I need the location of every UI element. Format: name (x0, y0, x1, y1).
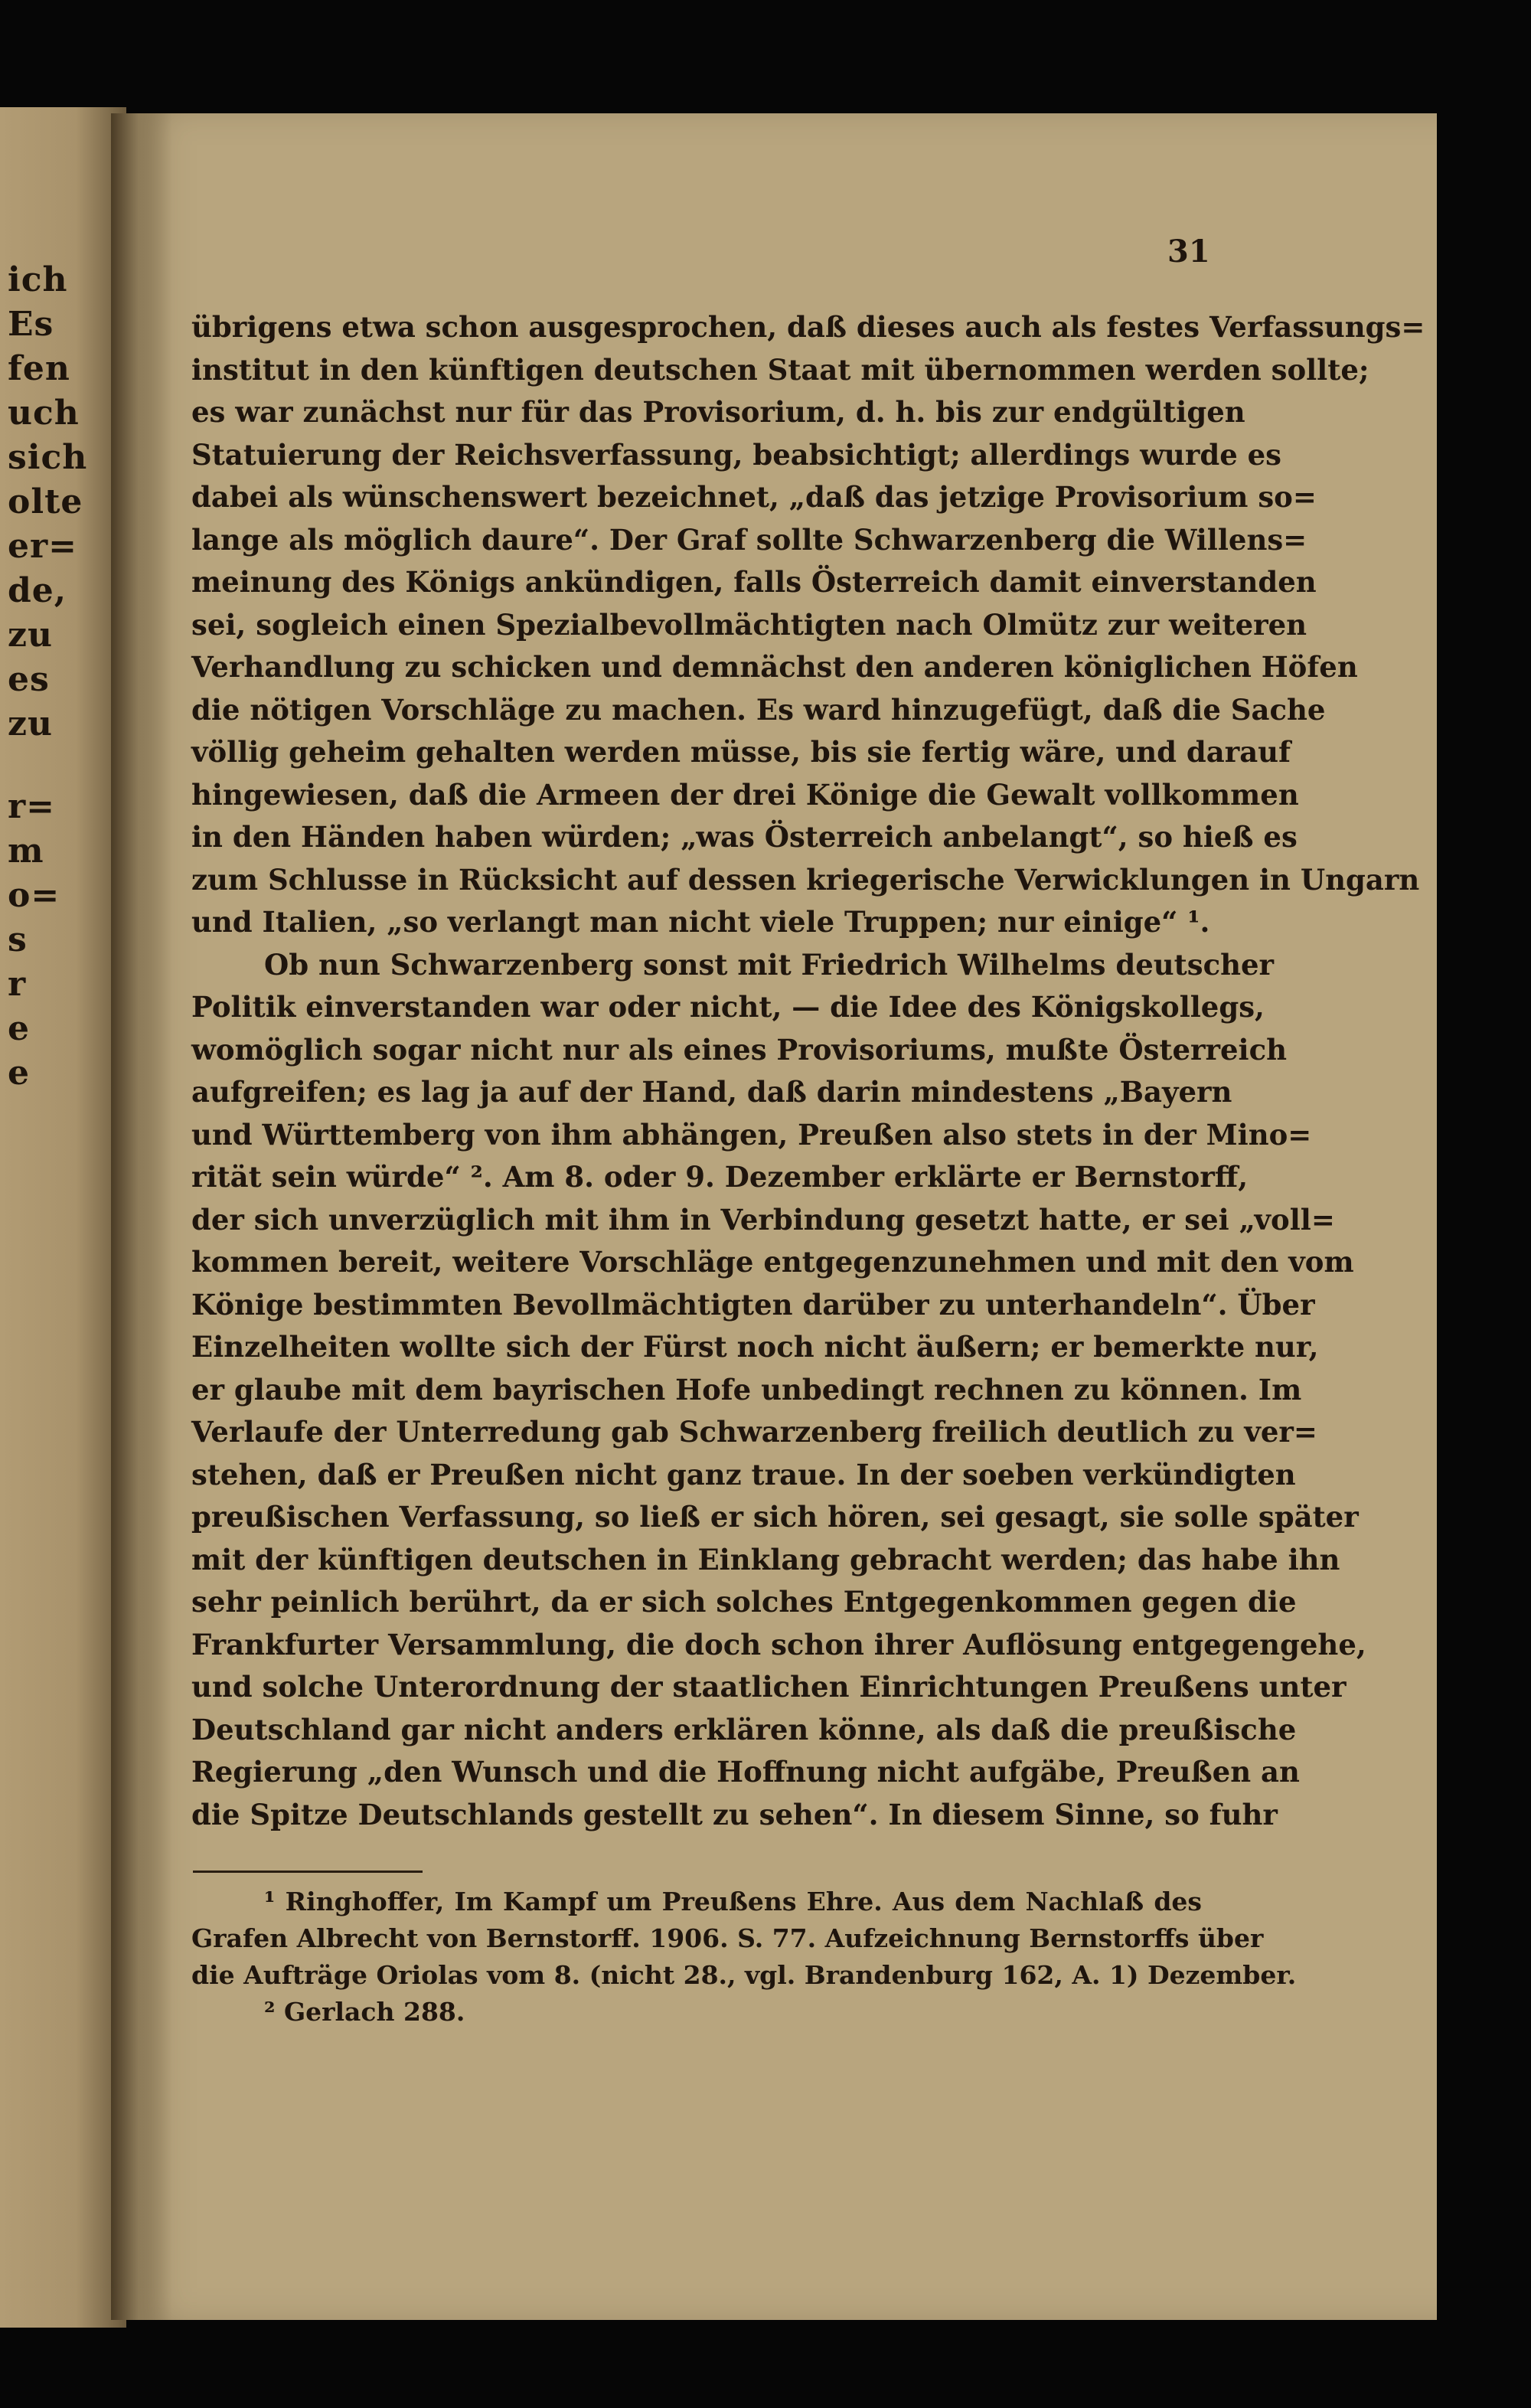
left-page-fragment: es (8, 660, 50, 699)
text-line: kommen bereit, weitere Vorschläge entgegenzunehmen und mit den vom (191, 1245, 1354, 1279)
text-line: dabei als wünschenswert bezeichnet, „daß das jetzige Provisorium so= (191, 480, 1317, 514)
body-text (191, 306, 1425, 1836)
page-number: 31 (1167, 234, 1210, 270)
left-page-fragment: de, (8, 571, 67, 610)
text-line: der sich unverzüglich mit ihm in Verbindung gesetzt hatte, er sei „voll= (191, 1202, 1335, 1237)
left-page-fragment: zu (8, 616, 53, 655)
text-line: Einzelheiten wollte sich der Fürst noch nicht äußern; er bemerkte nur, (191, 1330, 1319, 1364)
text-line: ¹ Ringhoffer, Im Kampf um Preußens Ehre. Aus dem Nachlaß des (264, 1887, 1202, 1916)
text-line: stehen, daß er Preußen nicht ganz traue. In der soeben verkündigten (191, 1457, 1296, 1492)
left-page-fragment: e (8, 1009, 30, 1048)
text-line: die nötigen Vorschläge zu machen. Es ward hinzugefügt, daß die Sache (191, 692, 1326, 727)
text-line: sei, sogleich einen Spezialbevollmächtigten nach Olmütz zur weiteren (191, 607, 1307, 642)
text-line: Verhandlung zu schicken und demnächst den anderen königlichen Höfen (191, 650, 1358, 684)
left-page-fragment: sich (8, 438, 88, 477)
text-line: Regierung „den Wunsch und die Hoffnung nicht aufgäbe, Preußen an (191, 1755, 1300, 1789)
footnotes (191, 1884, 1297, 2031)
footnote-rule (193, 1871, 423, 1873)
text-line: lange als möglich daure“. Der Graf sollte Schwarzenberg die Willens= (191, 522, 1307, 557)
left-page-edge (0, 107, 126, 2328)
text-line: Statuierung der Reichsverfassung, beabsichtigt; allerdings wurde es (191, 437, 1281, 472)
left-page-fragment: fen (8, 349, 70, 388)
left-page-fragment: m (8, 832, 44, 871)
text-line: er glaube mit dem bayrischen Hofe unbedingt rechnen zu können. Im (191, 1372, 1302, 1407)
text-line: Könige bestimmten Bevollmächtigten darüber zu unterhandeln“. Über (191, 1287, 1315, 1322)
left-page-fragment: Es (8, 305, 54, 344)
text-line: institut in den künftigen deutschen Staat mit übernommen werden sollte; (191, 352, 1369, 387)
left-page-fragment: ich (8, 260, 68, 299)
text-line: meinung des Königs ankündigen, falls Österreich damit einverstanden (191, 565, 1317, 599)
text-line: es war zunächst nur für das Provisorium, d. h. bis zur endgültigen (191, 395, 1245, 429)
left-page-fragment: uch (8, 394, 80, 433)
text-line: Verlaufe der Unterredung gab Schwarzenberg freilich deutlich zu ver= (191, 1415, 1317, 1449)
text-line: Grafen Albrecht von Bernstorff. 1906. S. 77. Aufzeichnung Bernstorffs über (191, 1923, 1264, 1953)
text-line: ² Gerlach 288. (264, 1997, 465, 2027)
left-page-fragment: r= (8, 787, 56, 826)
text-line: Deutschland gar nicht anders erklären könne, als daß die preußische (191, 1712, 1297, 1746)
text-line: aufgreifen; es lag ja auf der Hand, daß darin mindestens „Bayern (191, 1075, 1232, 1109)
page-gutter-shadow (111, 113, 172, 2320)
text-line: sehr peinlich berührt, da er sich solches Entgegenkommen gegen die (191, 1585, 1297, 1619)
text-line: völlig geheim gehalten werden müsse, bis sie fertig wäre, und darauf (191, 735, 1291, 769)
left-page-fragment: olte (8, 482, 83, 521)
text-line: mit der künftigen deutschen in Einklang gebracht werden; das habe ihn (191, 1542, 1340, 1576)
left-page-fragment: e (8, 1054, 30, 1093)
text-line: hingewiesen, daß die Armeen der drei Könige die Gewalt vollkommen (191, 777, 1299, 812)
text-line: Ob nun Schwarzenberg sonst mit Friedrich Wilhelms deutscher (264, 947, 1275, 982)
left-page-fragment: er= (8, 527, 78, 566)
left-page-fragment: zu (8, 704, 53, 743)
text-line: zum Schlusse in Rücksicht auf dessen kriegerische Verwicklungen in Ungarn (191, 862, 1420, 897)
text-line: in den Händen haben würden; „was Österreich anbelangt“, so hieß es (191, 820, 1298, 854)
left-page-fragment: s (8, 920, 28, 959)
left-page-fragment: r (8, 965, 27, 1004)
text-line: und Italien, „so verlangt man nicht viele Truppen; nur einige“ ¹. (191, 905, 1210, 939)
text-line: und Württemberg von ihm abhängen, Preußen also stets in der Mino= (191, 1117, 1312, 1152)
left-page-fragment: o= (8, 876, 60, 915)
text-line: übrigens etwa schon ausgesprochen, daß dieses auch als festes Verfassungs= (191, 310, 1425, 344)
text-line: womöglich sogar nicht nur als eines Provisoriums, mußte Österreich (191, 1032, 1288, 1067)
text-line: Frankfurter Versammlung, die doch schon ihrer Auflösung entgegengehe, (191, 1627, 1366, 1661)
text-line: preußischen Verfassung, so ließ er sich hören, sei gesagt, sie solle später (191, 1500, 1359, 1534)
text-line: und solche Unterordnung der staatlichen Einrichtungen Preußens unter (191, 1670, 1347, 1704)
text-line: rität sein würde“ ². Am 8. oder 9. Dezember erklärte er Bernstorff, (191, 1160, 1249, 1194)
text-line: die Aufträge Oriolas vom 8. (nicht 28., vgl. Brandenburg 162, A. 1) Dezember. (191, 1960, 1297, 1990)
text-line: Politik einverstanden war oder nicht, — die Idee des Königskollegs, (191, 990, 1265, 1024)
text-line: die Spitze Deutschlands gestellt zu sehen“. In diesem Sinne, so fuhr (191, 1797, 1278, 1831)
